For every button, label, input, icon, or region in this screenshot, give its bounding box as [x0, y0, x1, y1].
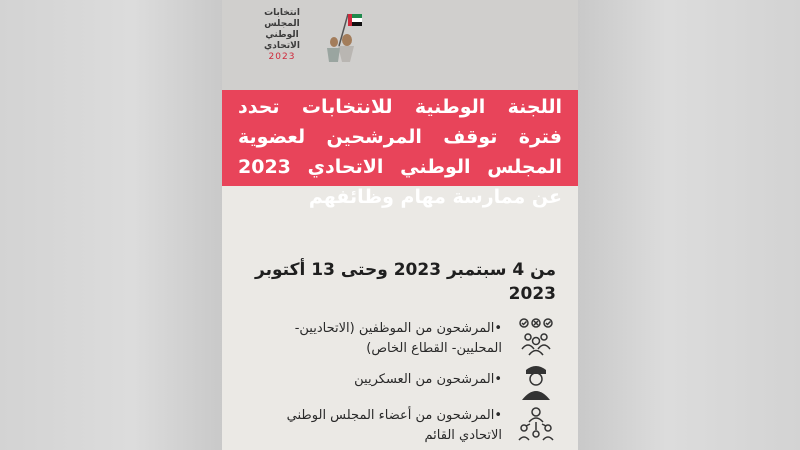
date-range: من 4 سبتمبر 2023 وحتى 13 أكتوبر 2023	[255, 260, 556, 304]
blurred-background-right	[578, 0, 800, 450]
list-item	[222, 402, 578, 450]
infographic-poster	[222, 0, 578, 450]
item-label: •المرشحون من الموظفين (الاتحاديين- المحليين- القطاع الخاص)	[294, 321, 502, 356]
item-label: •المرشحون من أعضاء المجلس الوطني الاتحادي القائم	[286, 408, 502, 443]
blurred-background-left	[0, 0, 222, 450]
military-person-icon	[516, 362, 556, 402]
council-members-icon	[516, 404, 556, 444]
headline-text: اللجنة الوطنية للانتخابات تحدد فترة توقف المرشحين لعضوية المجلس الوطني الاتحادي 2023 عن ممارسة مهام وظائفهم	[238, 96, 562, 208]
item-label: •المرشحون من العسكريين	[354, 372, 502, 387]
employees-group-icon	[516, 317, 556, 357]
logo-band	[222, 0, 578, 90]
election-year: 2023	[268, 52, 296, 62]
election-logo-text: انتخابات المجلس الوطني الاتحادي	[264, 8, 300, 51]
